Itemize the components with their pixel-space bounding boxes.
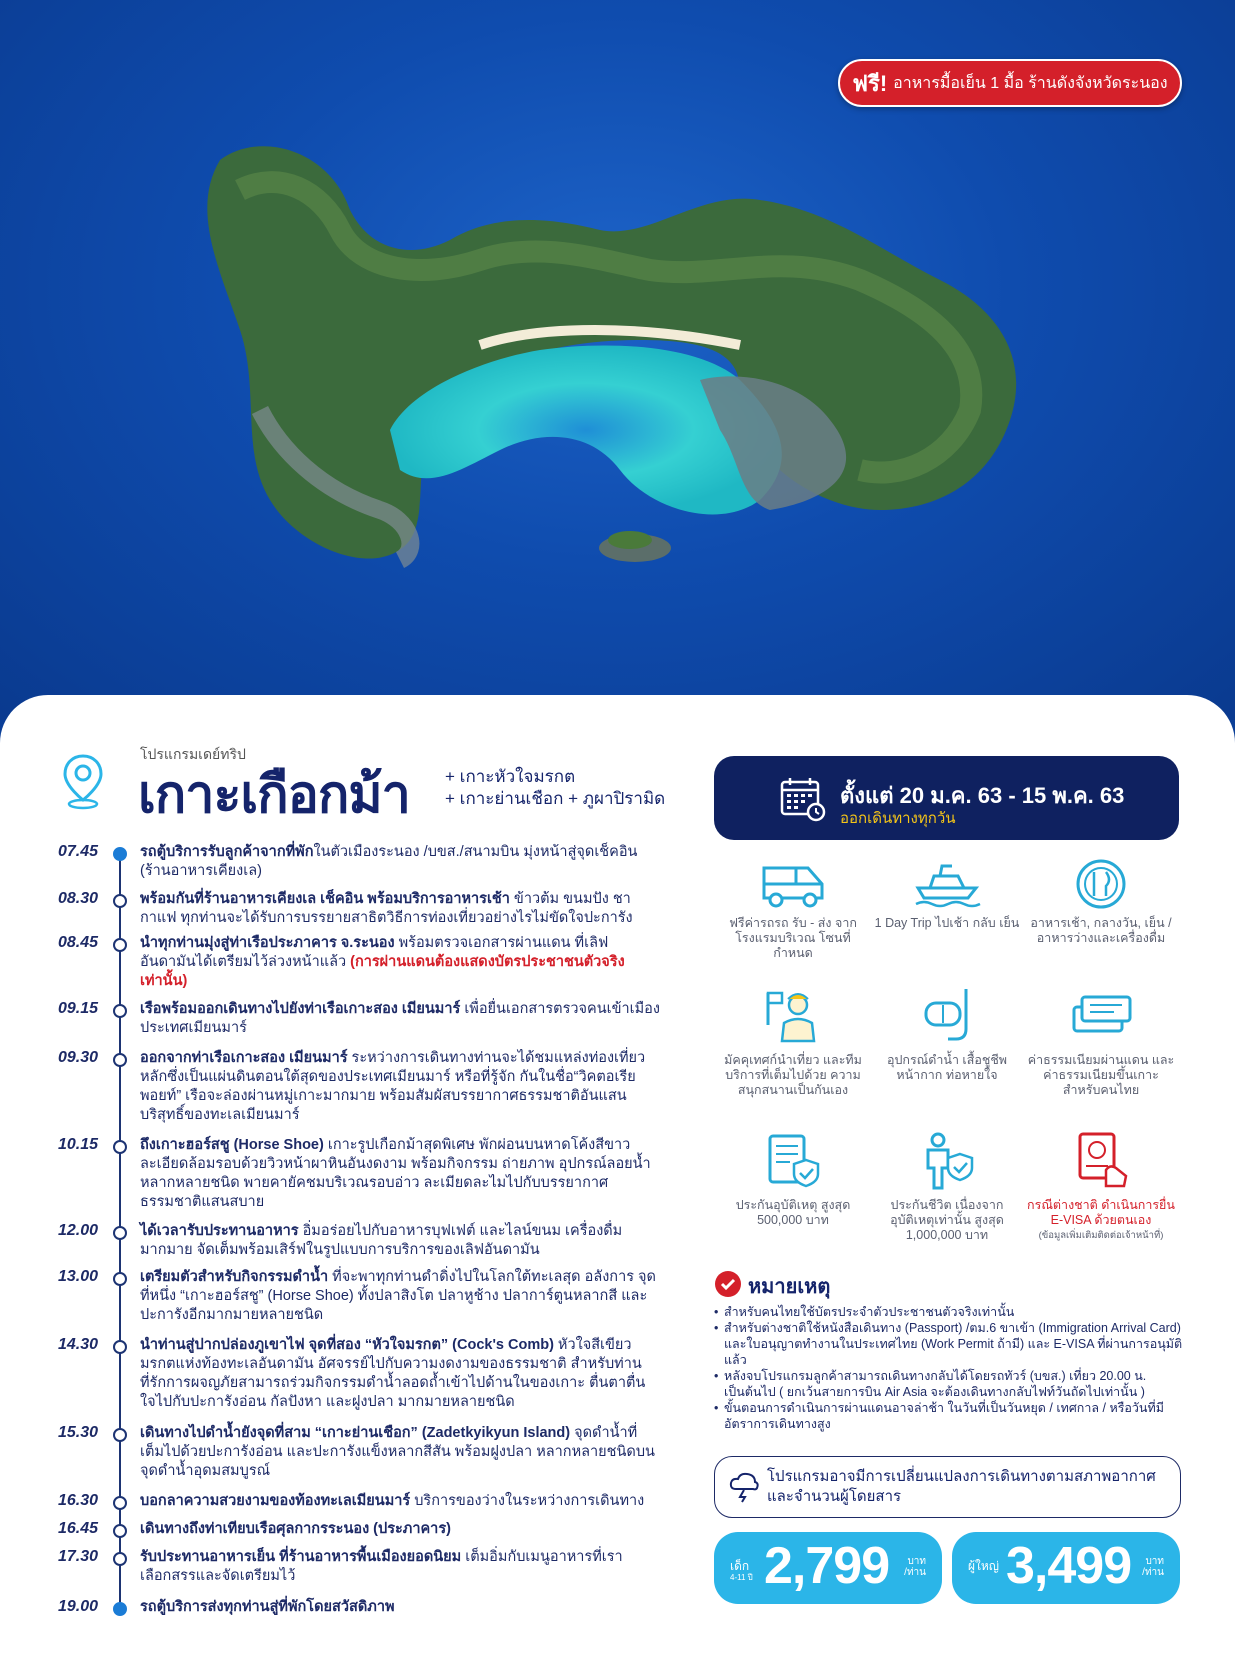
timeline-time: 07.45 [58, 843, 99, 860]
timeline-desc: อิ่มอร่อยไปกับอาหารบุฟเฟต์ และไลน์ขนม เครื่องดื่มมากมาย จัดเต็มพร้อมเสิร์ฟในรูปแบบการบริการของเลิฟอันดามัน [140, 1223, 623, 1258]
notes-heading: หมายเหตุ [748, 1276, 831, 1298]
child-label: เด็ก [730, 1559, 750, 1573]
feature-accident-insurance [718, 1130, 868, 1228]
adult-price: 3,499 [1006, 1537, 1132, 1595]
timeline-text [140, 843, 660, 881]
timeline-dot [113, 1272, 127, 1286]
feature-note: (ข้อมูลเพิ่มเติมติดต่อเจ้าหน้าที่) [1038, 1230, 1164, 1241]
note-item: • ขั้นตอนการดำเนินการผ่านแดนอาจล่าช้า ในวันที่เป็นวันหยุด / เทศกาล / หรือวันที่มีอัตราการเดินทางสูง [714, 1400, 1184, 1432]
timeline-bold: ได้เวลารับประทานอาหาร [140, 1223, 299, 1239]
timeline-text [140, 1336, 660, 1412]
notes-list [714, 1304, 1184, 1432]
adult-unit-baht: บาท [1145, 1556, 1164, 1567]
feature-caption: ฟรีค่ารถรถ รับ - ส่ง จากโรงแรมบริเวณ โซนที่กำหนด [729, 916, 857, 960]
timeline-desc: ระหว่างการเดินทางท่านจะได้ชมแหล่งท่องเที่ยวหลักซึ่งเป็นแผ่นดินตอนใต้สุดของประเทศเมียนมาร์ หรือที่รู้จัก กันในชื่อ“วิคตอเรีย พอยท์” เรือจะล่องผ่านหมู่เกาะมากมาย พร้อมสัมผัสบรรยากาศธรรมชาติอันแสนบริสุทธิ์ของทะเลเมียนมาร์ [140, 1050, 646, 1123]
timeline-time: 17.30 [58, 1548, 99, 1565]
timeline-time: 08.45 [58, 934, 99, 951]
timeline-dot [113, 1053, 127, 1067]
ticket-icon [1066, 985, 1136, 1047]
timeline-desc: จุดดำน้ำที่เต็มไปด้วยปะการังอ่อน และปะการังแข็งหลากสีสัน พร้อมฝูงปลา หลากหลายชนิดบนจุดดำน้ำอุดมสมบูรณ์ [140, 1425, 655, 1479]
timeline-time: 16.45 [58, 1520, 99, 1537]
timeline-time: 10.15 [58, 1136, 99, 1153]
timeline-time: 15.30 [58, 1424, 99, 1441]
child-label-wrap [730, 1560, 753, 1584]
timeline-desc: พร้อมตรวจเอกสารผ่านแดน ที่เลิฟอันดามันได้เตรียมไว้ล่วงหน้าแล้ว [140, 935, 609, 970]
weather-note-text: โปรแกรมอาจมีการเปลี่ยนแปลงการเดินทางตามสภาพอากาศ และจำนวนผู้โดยสาร [767, 1468, 1156, 1505]
adult-unit-per: /ท่าน [1142, 1567, 1164, 1578]
note-item: • สำหรับต่างชาติใช้หนังสือเดินทาง (Passport) /ตม.6 ขาเข้า (Immigration Arrival Card) และใบอนุญาตทำงานในประเทศไทย (Work Permit ถ้ามี) และ E-VISA ที่ผ่านการอนุมัติแล้ว [714, 1320, 1184, 1368]
timeline-text [140, 1520, 660, 1539]
timeline-bold: เรือพร้อมออกเดินทางไปยังท่าเรือเกาะสอง เมียนมาร์ [140, 1001, 461, 1017]
feature-caption: อุปกรณ์ดำน้ำ เสื้อชูชีพ หน้ากาก ท่อหายใจ [886, 1053, 1008, 1082]
timeline-dot [113, 1602, 127, 1616]
child-unit-baht: บาท [907, 1556, 926, 1567]
adult-unit [1142, 1556, 1164, 1578]
timeline-dot [113, 847, 127, 861]
timeline-dot [113, 1226, 127, 1240]
title-subtitle [445, 766, 665, 810]
calendar-icon [780, 776, 826, 822]
timeline-dot [113, 1428, 127, 1442]
timeline-desc: หัวใจสีเขียวมรกตแห่งท้องทะเลอันดามัน อัศจรรย์ไปกับความงดงามของธรรมชาติ สำหรับท่านที่รักการผจญภัยสามารถร่วมกิจกรรมดำน้ำลอดถ้ำเข้าไปด้านในของเกาะ ตื่นตาตื่นใจไปกับปะการังอ่อน กัลปังหา และฝูงปลา มากมายหลายชนิด [140, 1337, 646, 1410]
subtitle-line-2: + เกาะย่านเชือก + ภูผาปิรามิด [445, 789, 666, 808]
child-price-box [714, 1532, 942, 1604]
child-unit [904, 1556, 926, 1578]
weather-note-box [714, 1456, 1181, 1518]
life-insurance-icon [912, 1130, 982, 1192]
timeline-bold: เตรียมตัวสำหรับกิจกรรมดำน้ำ [140, 1269, 329, 1285]
timeline-text [140, 1492, 660, 1511]
timeline-time: 09.15 [58, 1000, 99, 1017]
guide-icon [758, 985, 828, 1047]
child-unit-per: /ท่าน [904, 1567, 926, 1578]
timeline-dot [113, 1552, 127, 1566]
feature-fees [1026, 985, 1176, 1098]
timeline-bold: นำทุกท่านมุ่งสู่ท่าเรือประภาคาร จ.ระนอง [140, 935, 395, 951]
timeline-desc: ข้าวต้ม ขนมปัง ชา กาแฟ ทุกท่านจะได้รับการบรรยายสาธิตวิธีการท่องเที่ยวอย่างไรไม่ขัดใจปะการัง [140, 891, 633, 926]
timeline-bold: พร้อมกันที่ร้านอาหารเคียงเล เช็คอิน พร้อมบริการอาหารเช้า [140, 891, 510, 907]
feature-guide [718, 985, 868, 1098]
free-text: อาหารมื้อเย็น 1 มื้อ ร้านดังจังหวัดระนอง [893, 74, 1168, 92]
feature-caption: 1 Day Trip ไปเช้า กลับ เย็น [874, 916, 1020, 930]
timeline-time: 16.30 [58, 1492, 99, 1509]
program-kicker: โปรแกรมเดย์ทริป [140, 746, 246, 762]
timeline-time: 12.00 [58, 1222, 99, 1239]
timeline-bold: นำท่านสู่ปากปล่องภูเขาไฟ จุดที่สอง “หัวใจมรกต” (Cock's Comb) [140, 1337, 554, 1353]
timeline-text [140, 1424, 660, 1481]
timeline-bold: รถตู้บริการส่งทุกท่านสู่ที่พักโดยสวัสดิภาพ [140, 1599, 395, 1615]
timeline-desc: บริการของว่างในระหว่างการเดินทาง [410, 1493, 645, 1509]
timeline-bold: ถึงเกาะฮอร์สชู (Horse Shoe) [140, 1137, 324, 1153]
hero-image [0, 0, 1235, 720]
timeline-time: 08.30 [58, 890, 99, 907]
timeline-text [140, 1049, 660, 1125]
timeline-text [140, 1000, 660, 1038]
meal-icon [1066, 858, 1136, 910]
subtitle-line-1: + เกาะหัวใจมรกต [445, 767, 576, 786]
timeline-bold: เดินทางไปดำน้ำยังจุดที่สาม “เกาะย่านเชือก” (Zadetkyikyun Island) [140, 1425, 571, 1441]
timeline-dot [113, 1140, 127, 1154]
timeline-dot [113, 1340, 127, 1354]
timeline-bold: บอกลาความสวยงามของท้องทะเลเมียนมาร์ [140, 1493, 411, 1509]
timeline-dot [113, 1524, 127, 1538]
timeline-time: 13.00 [58, 1268, 99, 1285]
timeline-text [140, 1222, 660, 1260]
timeline-time: 14.30 [58, 1336, 99, 1353]
timeline-dot [113, 938, 127, 952]
child-age: 4-11 ปี [730, 1573, 753, 1582]
insurance-doc-icon [758, 1130, 828, 1192]
note-item: • สำหรับคนไทยใช้บัตรประจำตัวประชาชนตัวจริงเท่านั้น [714, 1304, 1184, 1320]
check-circle-icon [714, 1270, 742, 1298]
timeline-text [140, 1268, 660, 1325]
timeline-bold: ออกจากท่าเรือเกาะสอง เมียนมาร์ [140, 1050, 348, 1066]
timeline-desc: เต็มอิ่มกับเมนูอาหารที่เราเลือกสรรและจัดเตรียมไว้ [140, 1549, 623, 1584]
timeline-dot [113, 1004, 127, 1018]
feature-snorkel [872, 985, 1022, 1083]
page-title: เกาะเกือกม้า [138, 766, 410, 824]
snorkel-icon [912, 985, 982, 1047]
feature-caption: ประกันชีวิต เนื่องจากอุบัติเหตุเท่านั้น สูงสุด 1,000,000 บาท [890, 1198, 1004, 1242]
timeline-desc: ในตัวเมืองระนอง /บขส./สนามบิน มุ่งหน้าสู่จุดเช็คอิน (ร้านอาหารเคียงเล) [140, 844, 638, 879]
adult-price-box [952, 1532, 1180, 1604]
feature-caption: อาหารเช้า, กลางวัน, เย็น / อาหารว่างและเครื่องดื่ม [1030, 916, 1172, 945]
timeline-desc: เพื่อยื่นเอกสารตรวจคนเข้าเมืองประเทศเมียนมาร์ [140, 1001, 660, 1036]
storm-cloud-icon [729, 1471, 759, 1503]
timeline-desc: ที่จะพาทุกท่านดำดิ่งไปในโลกใต้ทะเลสุด อลังการ จุดที่หนึ่ง “เกาะฮอร์สชู” (Horse Shoe) ทั้งปลาสิงโต ปลาหูช้าง ปลาการ์ตูนหลากสี และปะการังอีกมากมายหลายชนิด [140, 1269, 656, 1323]
feature-caption: กรณีต่างชาติ ดำเนินการยื่น E-VISA ด้วยตนเอง [1027, 1198, 1175, 1227]
feature-life-insurance [872, 1130, 1022, 1243]
adult-label: ผู้ใหญ่ [968, 1559, 1000, 1573]
date-frequency: ออกเดินทางทุกวัน [840, 810, 956, 827]
free-label: ฟรี! [852, 70, 888, 96]
timeline-text [140, 1136, 660, 1212]
feature-evisa [1026, 1130, 1176, 1243]
feature-transfer [718, 858, 868, 961]
feature-caption: มัคคุเทศก์นำเที่ยว และทีมบริการที่เต็มไปด้วย ความสนุกสนานเป็นกันเอง [724, 1053, 862, 1097]
timeline-warning: (การผ่านแดนต้องแสดงบัตรประชาชนตัวจริงเท่านั้น) [140, 954, 625, 989]
feature-caption: ค่าธรรมเนียมผ่านแดน และค่าธรรมเนียมขึ้นเกาะ สำหรับคนไทย [1027, 1053, 1175, 1097]
timeline-text [140, 890, 660, 928]
timeline-bold: รถตู้บริการรับลูกค้าจากที่พัก [140, 844, 314, 860]
timeline-text [140, 1598, 660, 1617]
feature-meals [1026, 858, 1176, 946]
island-photo [180, 130, 1080, 610]
feature-daytrip [872, 858, 1022, 931]
free-dinner-badge [838, 59, 1182, 107]
timeline-text [140, 1548, 660, 1586]
visa-icon [1066, 1130, 1136, 1192]
child-price: 2,799 [764, 1537, 890, 1595]
location-pin-icon [58, 752, 108, 810]
timeline-desc: เกาะรูปเกือกม้าสุดพิเศษ พักผ่อนบนหาดโค้งสีขาวละเอียดล้อมรอบด้วยวิวหน้าผาหินอันงดงาม พร้อมกิจกรรม ถ่ายภาพ อุปกรณ์ลอยน้ำหลากหลายชนิด พายคายัคชมบริเวณรอบอ่าว ละเมียดละไมไปกับบรรยากาศธรรมชาติแสนสบาย [140, 1137, 651, 1210]
timeline-bold: รับประทานอาหารเย็น ที่ร้านอาหารพื้นเมืองยอดนิยม [140, 1549, 462, 1565]
timeline-dot [113, 894, 127, 908]
timeline-time: 09.30 [58, 1049, 99, 1066]
timeline-dot [113, 1496, 127, 1510]
boat-icon [912, 858, 982, 910]
timeline-text [140, 934, 660, 991]
timeline-time: 19.00 [58, 1598, 99, 1615]
note-item: • หลังจบโปรแกรมลูกค้าสามารถเดินทางกลับได้โดยรถทัวร์ (บขส.) เที่ยว 20.00 น. เป็นต้นไป ( ยกเว้นสายการบิน Air Asia จะต้องเดินทางกลับไฟท์วันถัดไปเท่านั้น ) [714, 1368, 1184, 1400]
timeline-bold: เดินทางถึงท่าเทียบเรือศุลกากรระนอง (ประภาคาร) [140, 1521, 451, 1537]
date-range: ตั้งแต่ 20 ม.ค. 63 - 15 พ.ค. 63 [840, 783, 1125, 808]
van-icon [758, 858, 828, 910]
feature-caption: ประกันอุบัติเหตุ สูงสุด 500,000 บาท [735, 1198, 851, 1227]
